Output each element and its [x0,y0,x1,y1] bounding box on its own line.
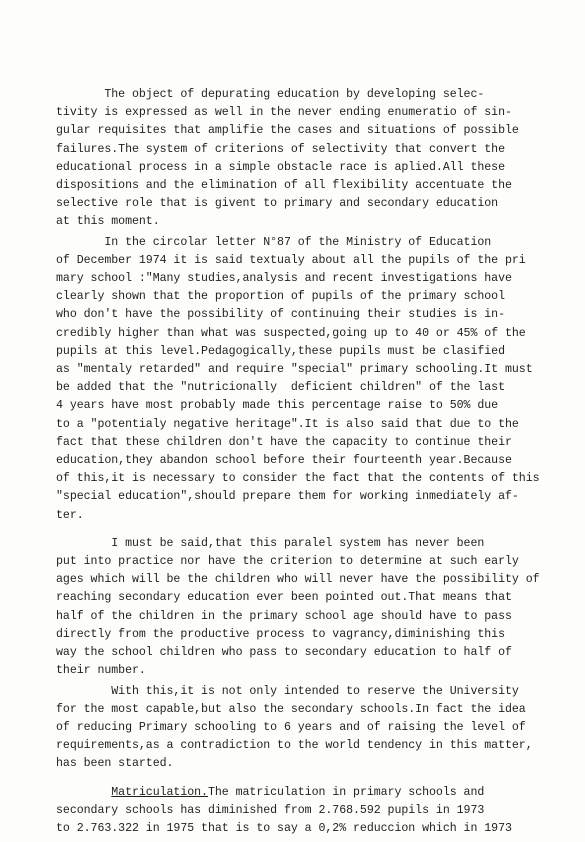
paragraph-gap [56,525,556,535]
text-line: dispositions and the elimination of all flexibility accentuate the [56,179,512,193]
text-line: "special education",should prepare them for working inmediately af- [56,490,519,504]
section-heading: Matriculation. [111,785,208,799]
text-line: who don't have the possibility of continuing their studies is in- [56,308,505,322]
typed-text-body [56,86,556,838]
paragraph-4 [56,683,556,774]
text-line: way the school children who pass to secondary education to half of [56,646,512,660]
text-line: The object of depurating education by developing selec- [56,88,485,101]
text-line: for the most capable,but also the secondary schools.In fact the idea [56,702,526,716]
paragraph-2 [56,234,556,525]
text-line: has been started. [56,757,174,771]
text-line: reaching secondary education ever been pointed out.That means that [56,591,512,605]
text-line: I must be said,that this paralel system has never been [56,536,485,550]
text-line: requirements,as a contradiction to the world tendency in this matter, [56,739,533,753]
text-line: clearly shown that the proportion of pupils of the primary school [56,290,505,304]
heading-continuation: The matriculation in primary schools and [207,785,485,799]
text-line: at this moment. [56,215,160,229]
text-line: directly from the productive process to vagrancy,diminishing this [56,627,505,641]
text-line: of this,it is necessary to consider the fact that the contents of this [56,472,540,486]
text-line: gular requisites that amplifie the cases and situations of possible [56,124,519,138]
paragraph-3 [56,535,556,681]
paragraph-1 [56,86,556,232]
text-line: tivity is expressed as well in the never ending enumeratio of sin- [56,106,512,120]
text-line: pupils at this level.Pedagogically,these pupils must be clasified [56,344,505,358]
text-line: of December 1974 it is said textualy about all the pupils of the pri [56,253,526,267]
text-line: ter. [56,508,84,522]
text-line: to 2.763.322 in 1975 that is to say a 0,2% reduccion which in 1973 [56,821,512,835]
indent [56,786,111,799]
text-line: be added that the "nutricionally deficient children" of the last [56,381,505,395]
paragraph-5 [56,784,556,839]
text-line: as "mentaly retarded" and require "special" primary schooling.It must [56,363,533,377]
text-line: half of the children in the primary school age should have to pass [56,609,512,623]
text-line: 4 years have most probably made this percentage raise to 50% due [56,399,499,413]
text-line: In the circolar letter N°87 of the Ministry of Education [56,235,492,249]
text-line [56,784,556,802]
text-line: education,they abandon school before their fourteenth year.Because [56,454,512,468]
text-line: to a "potentialy negative heritage".It is also said that due to the [56,417,519,431]
text-line: With this,it is not only intended to reserve the University [56,684,519,698]
text-line: credibly higher than what was suspected,going up to 40 or 45% of the [56,326,526,340]
text-line: their number. [56,664,146,678]
text-line: secondary schools has diminished from 2.768.592 pupils in 1973 [56,803,485,817]
text-line: ages which will be the children who will never have the possibility of [56,573,540,587]
text-line: selective role that is givent to primary and secondary education [56,197,499,211]
text-line: put into practice nor have the criterion to determine at such early [56,555,519,569]
paragraph-gap [56,774,556,784]
text-line: failures.The system of criterions of selectivity that convert the [56,142,505,156]
text-line: of reducing Primary schooling to 6 years and of raising the level of [56,720,526,734]
text-line: fact that these children don't have the capacity to continue their [56,435,512,449]
text-line: mary school :"Many studies,analysis and recent investigations have [56,272,512,286]
text-line: educational process in a simple obstacle race is aplied.All these [56,160,505,174]
